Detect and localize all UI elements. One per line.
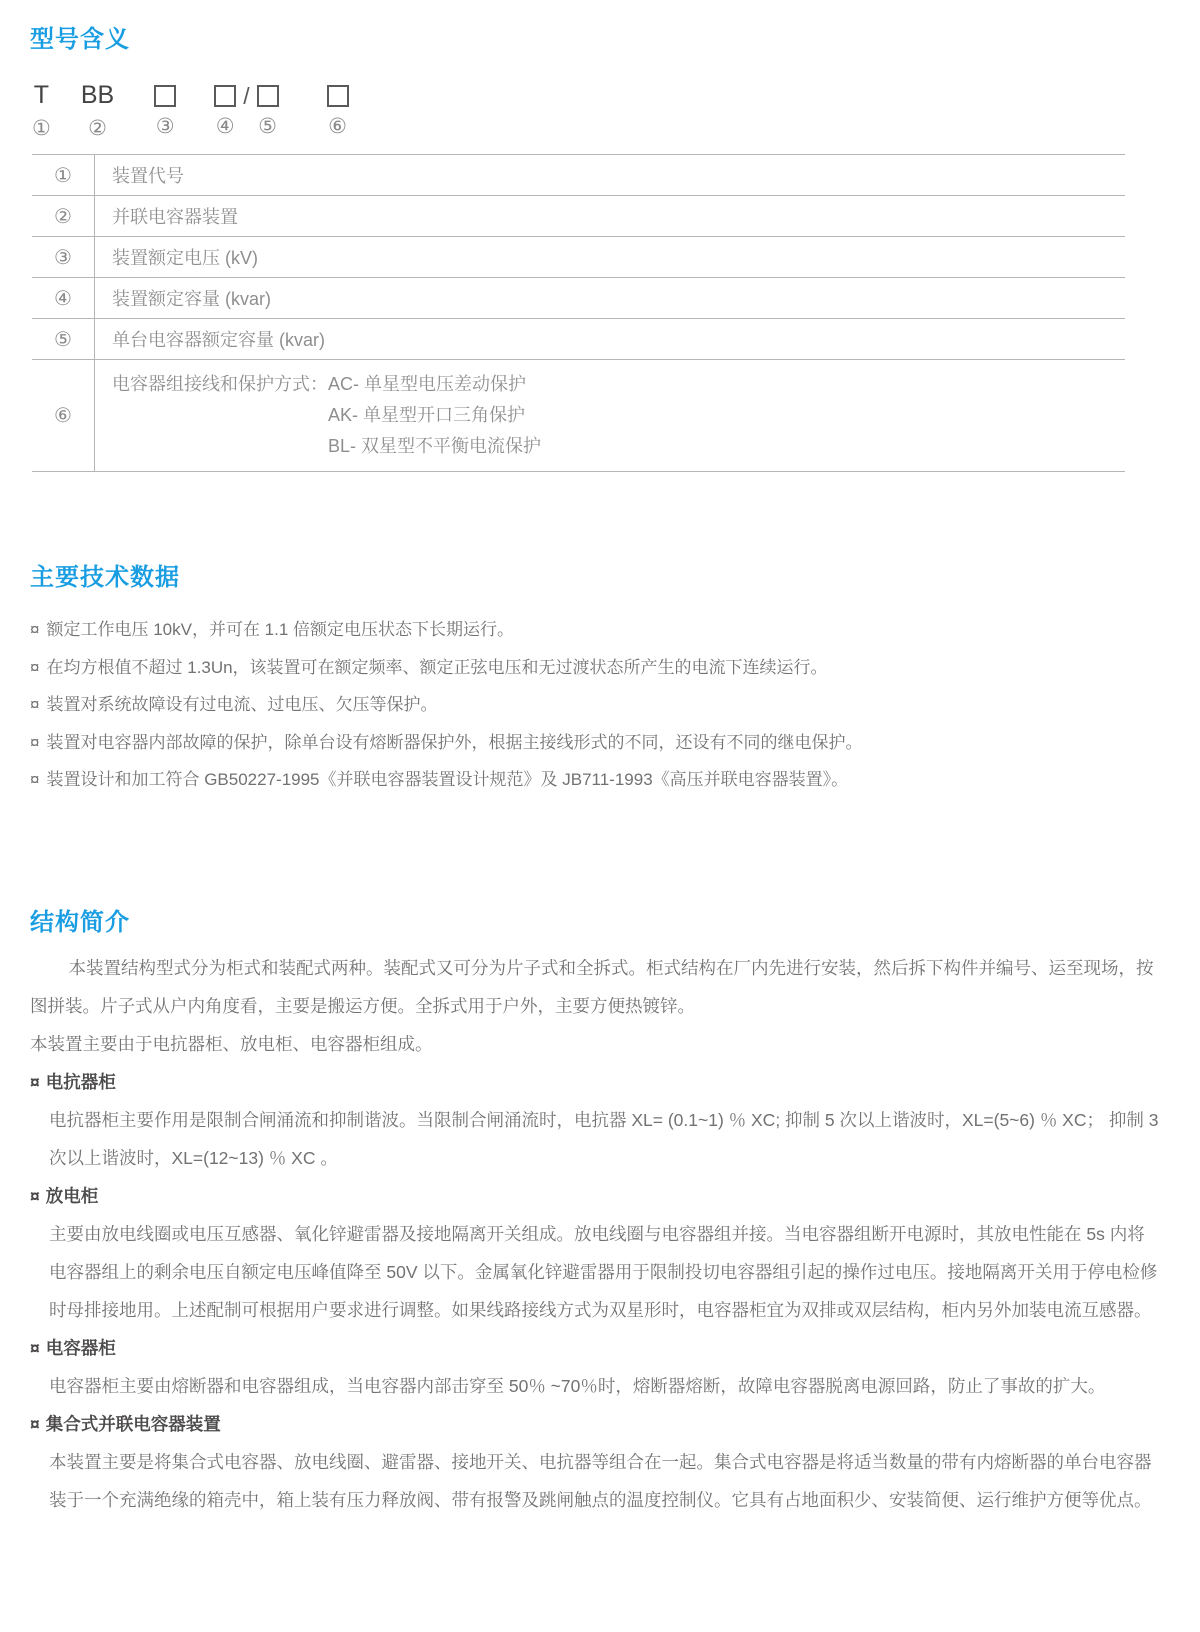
- row-number: ⑤: [32, 319, 95, 359]
- subsection-capacitor-cabinet: [30, 1329, 1160, 1405]
- structure-section-title: 结构简介: [30, 908, 130, 936]
- row-number: ④: [32, 278, 95, 318]
- list-item: [30, 761, 1160, 799]
- row-text: 装置代号: [112, 166, 184, 186]
- list-item: [30, 611, 1160, 649]
- protection-option: AC- 单星型电压差动保护: [328, 374, 526, 394]
- model-part-1: [32, 81, 51, 140]
- position-label-3: ③: [155, 115, 175, 138]
- position-label-5: ⑤: [258, 115, 277, 138]
- tech-bullet-list: [30, 611, 1160, 799]
- bullet-text: 装置对系统故障设有过电流、过电压、欠压等保护。: [46, 695, 438, 714]
- bullet-icon: ¤: [30, 1185, 40, 1206]
- protection-label: 电容器组接线和保护方式：: [112, 374, 328, 394]
- protection-option: BL- 双星型不平衡电流保护: [328, 436, 542, 456]
- blank-box-icon: [327, 85, 349, 107]
- protection-option: AK- 单星型开口三角保护: [328, 405, 526, 425]
- table-row: [32, 196, 1125, 237]
- row-text: 并联电容器装置: [112, 207, 238, 227]
- slash-separator: /: [243, 83, 250, 109]
- row-text: 装置额定电压 (kV): [112, 248, 258, 268]
- subsection-body: 电抗器柜主要作用是限制合闸涌流和抑制谐波。当限制合闸涌流时，电抗器 XL= (0.1~1) ％ XC; 抑制 5 次以上谐波时，XL=(5~6) ％ XC； 抑制 3 次以上谐波时，XL=(12~13) ％ XC 。: [49, 1109, 1159, 1168]
- bullet-icon: ¤: [30, 770, 40, 789]
- table-row: [32, 278, 1125, 319]
- row-number: ②: [32, 196, 95, 236]
- model-section-title: 型号含义: [30, 26, 130, 53]
- blank-box-icon: [214, 85, 236, 107]
- list-item: [30, 724, 1160, 762]
- position-label-1: ①: [32, 117, 51, 140]
- bullet-icon: ¤: [30, 1071, 40, 1092]
- subsection-title: [30, 1177, 1160, 1215]
- bullet-icon: ¤: [30, 1413, 40, 1434]
- row-text: [95, 360, 541, 471]
- bullet-text: 在均方根值不超过 1.3Un，该装置可在额定频率、额定正弦电压和无过渡状态所产生的电流下连续运行。: [46, 657, 828, 677]
- model-part-5: [257, 81, 279, 138]
- subsection-title-text: 电抗器柜: [45, 1071, 116, 1092]
- model-formula: [32, 81, 1160, 140]
- model-code-type: BB: [80, 81, 115, 109]
- structure-compose-line: 本装置主要由于电抗器柜、放电柜、电容器柜组成。: [30, 1033, 433, 1054]
- section-structure-intro: [30, 909, 1160, 1519]
- bullet-text: 装置设计和加工符合 GB50227-1995《并联电容器装置设计规范》及 JB711-1993《高压并联电容器装置》。: [46, 770, 849, 789]
- table-row: [32, 319, 1125, 360]
- bullet-text: 额定工作电压 10kV，并可在 1.1 倍额定电压状态下长期运行。: [46, 620, 515, 639]
- subsection-title-text: 放电柜: [45, 1185, 99, 1206]
- row-number: ③: [32, 237, 95, 277]
- model-part-4: [214, 81, 236, 138]
- subsection-title: [30, 1329, 1160, 1367]
- subsection-discharge-cabinet: [30, 1177, 1160, 1329]
- section-model-meaning: [30, 26, 1160, 472]
- tech-section-title: 主要技术数据: [30, 564, 180, 591]
- subsection-collective-device: [30, 1405, 1160, 1519]
- table-row: [32, 155, 1125, 196]
- row-number: ⑥: [32, 360, 95, 471]
- bullet-icon: ¤: [30, 620, 40, 639]
- blank-box-icon: [154, 85, 176, 107]
- subsection-title: [30, 1405, 1160, 1443]
- list-item: [30, 686, 1160, 724]
- bullet-icon: ¤: [30, 732, 40, 752]
- position-label-2: ②: [88, 117, 107, 140]
- subsection-body: 主要由放电线圈或电压互感器、氧化锌避雷器及接地隔离开关组成。放电线圈与电容器组并接。当电容器组断开电源时，其放电性能在 5s 内将电容器组上的剩余电压自额定电压峰值降至 50V 以下。金属氧化锌避雷器用于限制投切电容器组引起的操作过电压。接地隔离开关用于停电检修时母排接地用。上述配制可根据用户要求进行调整。如果线路接线方式为双星形时，电容器柜宜为双排或双层结构，柜内另外加装电流互感器。: [49, 1223, 1158, 1320]
- row-number: ①: [32, 155, 95, 195]
- model-part-2: [81, 81, 114, 140]
- model-part-3: [154, 81, 176, 138]
- structure-intro-paragraph: 本装置结构型式分为柜式和装配式两种。装配式又可分为片子式和全拆式。柜式结构在厂内先进行安装，然后拆下构件并编号、运至现场，按图拼装。片子式从户内角度看，主要是搬运方便。全拆式用于户外，主要方便热镀锌。: [30, 957, 1154, 1016]
- model-part-6: [327, 81, 349, 138]
- protection-options: [328, 369, 541, 462]
- subsection-body: 电容器柜主要由熔断器和电容器组成，当电容器内部击穿至 50％ ~70％时，熔断器熔断，故障电容器脱离电源回路，防止了事故的扩大。: [49, 1375, 1106, 1396]
- bullet-text: 装置对电容器内部故障的保护，除单台设有熔断器保护外，根据主接线形式的不同，还设有不同的继电保护。: [46, 732, 863, 752]
- position-label-4: ④: [215, 115, 235, 138]
- subsection-title-text: 集合式并联电容器装置: [45, 1413, 221, 1434]
- table-row-protection-modes: [32, 360, 1125, 472]
- bullet-icon: ¤: [30, 695, 40, 714]
- blank-box-icon: [257, 85, 279, 107]
- row-text: 装置额定容量 (kvar): [112, 289, 271, 309]
- subsection-reactor-cabinet: [30, 1063, 1160, 1177]
- subsection-body: 本装置主要是将集合式电容器、放电线圈、避雷器、接地开关、电抗器等组合在一起。集合式电容器是将适当数量的带有内熔断器的单台电容器装于一个充满绝缘的箱壳中，箱上装有压力释放阀、带有报警及跳闸触点的温度控制仪。它具有占地面积少、安装简便、运行维护方便等优点。: [49, 1451, 1152, 1510]
- table-row: [32, 237, 1125, 278]
- section-technical-data: [30, 564, 1160, 799]
- subsection-title: [30, 1063, 1160, 1101]
- bullet-icon: ¤: [30, 1337, 40, 1358]
- row-text: 单台电容器额定容量 (kvar): [112, 330, 325, 350]
- model-code-prefix: T: [33, 81, 50, 109]
- subsection-title-text: 电容器柜: [45, 1337, 116, 1358]
- list-item: [30, 649, 1160, 687]
- model-meaning-table: [32, 154, 1125, 472]
- position-label-6: ⑥: [328, 115, 347, 138]
- bullet-icon: ¤: [30, 657, 40, 677]
